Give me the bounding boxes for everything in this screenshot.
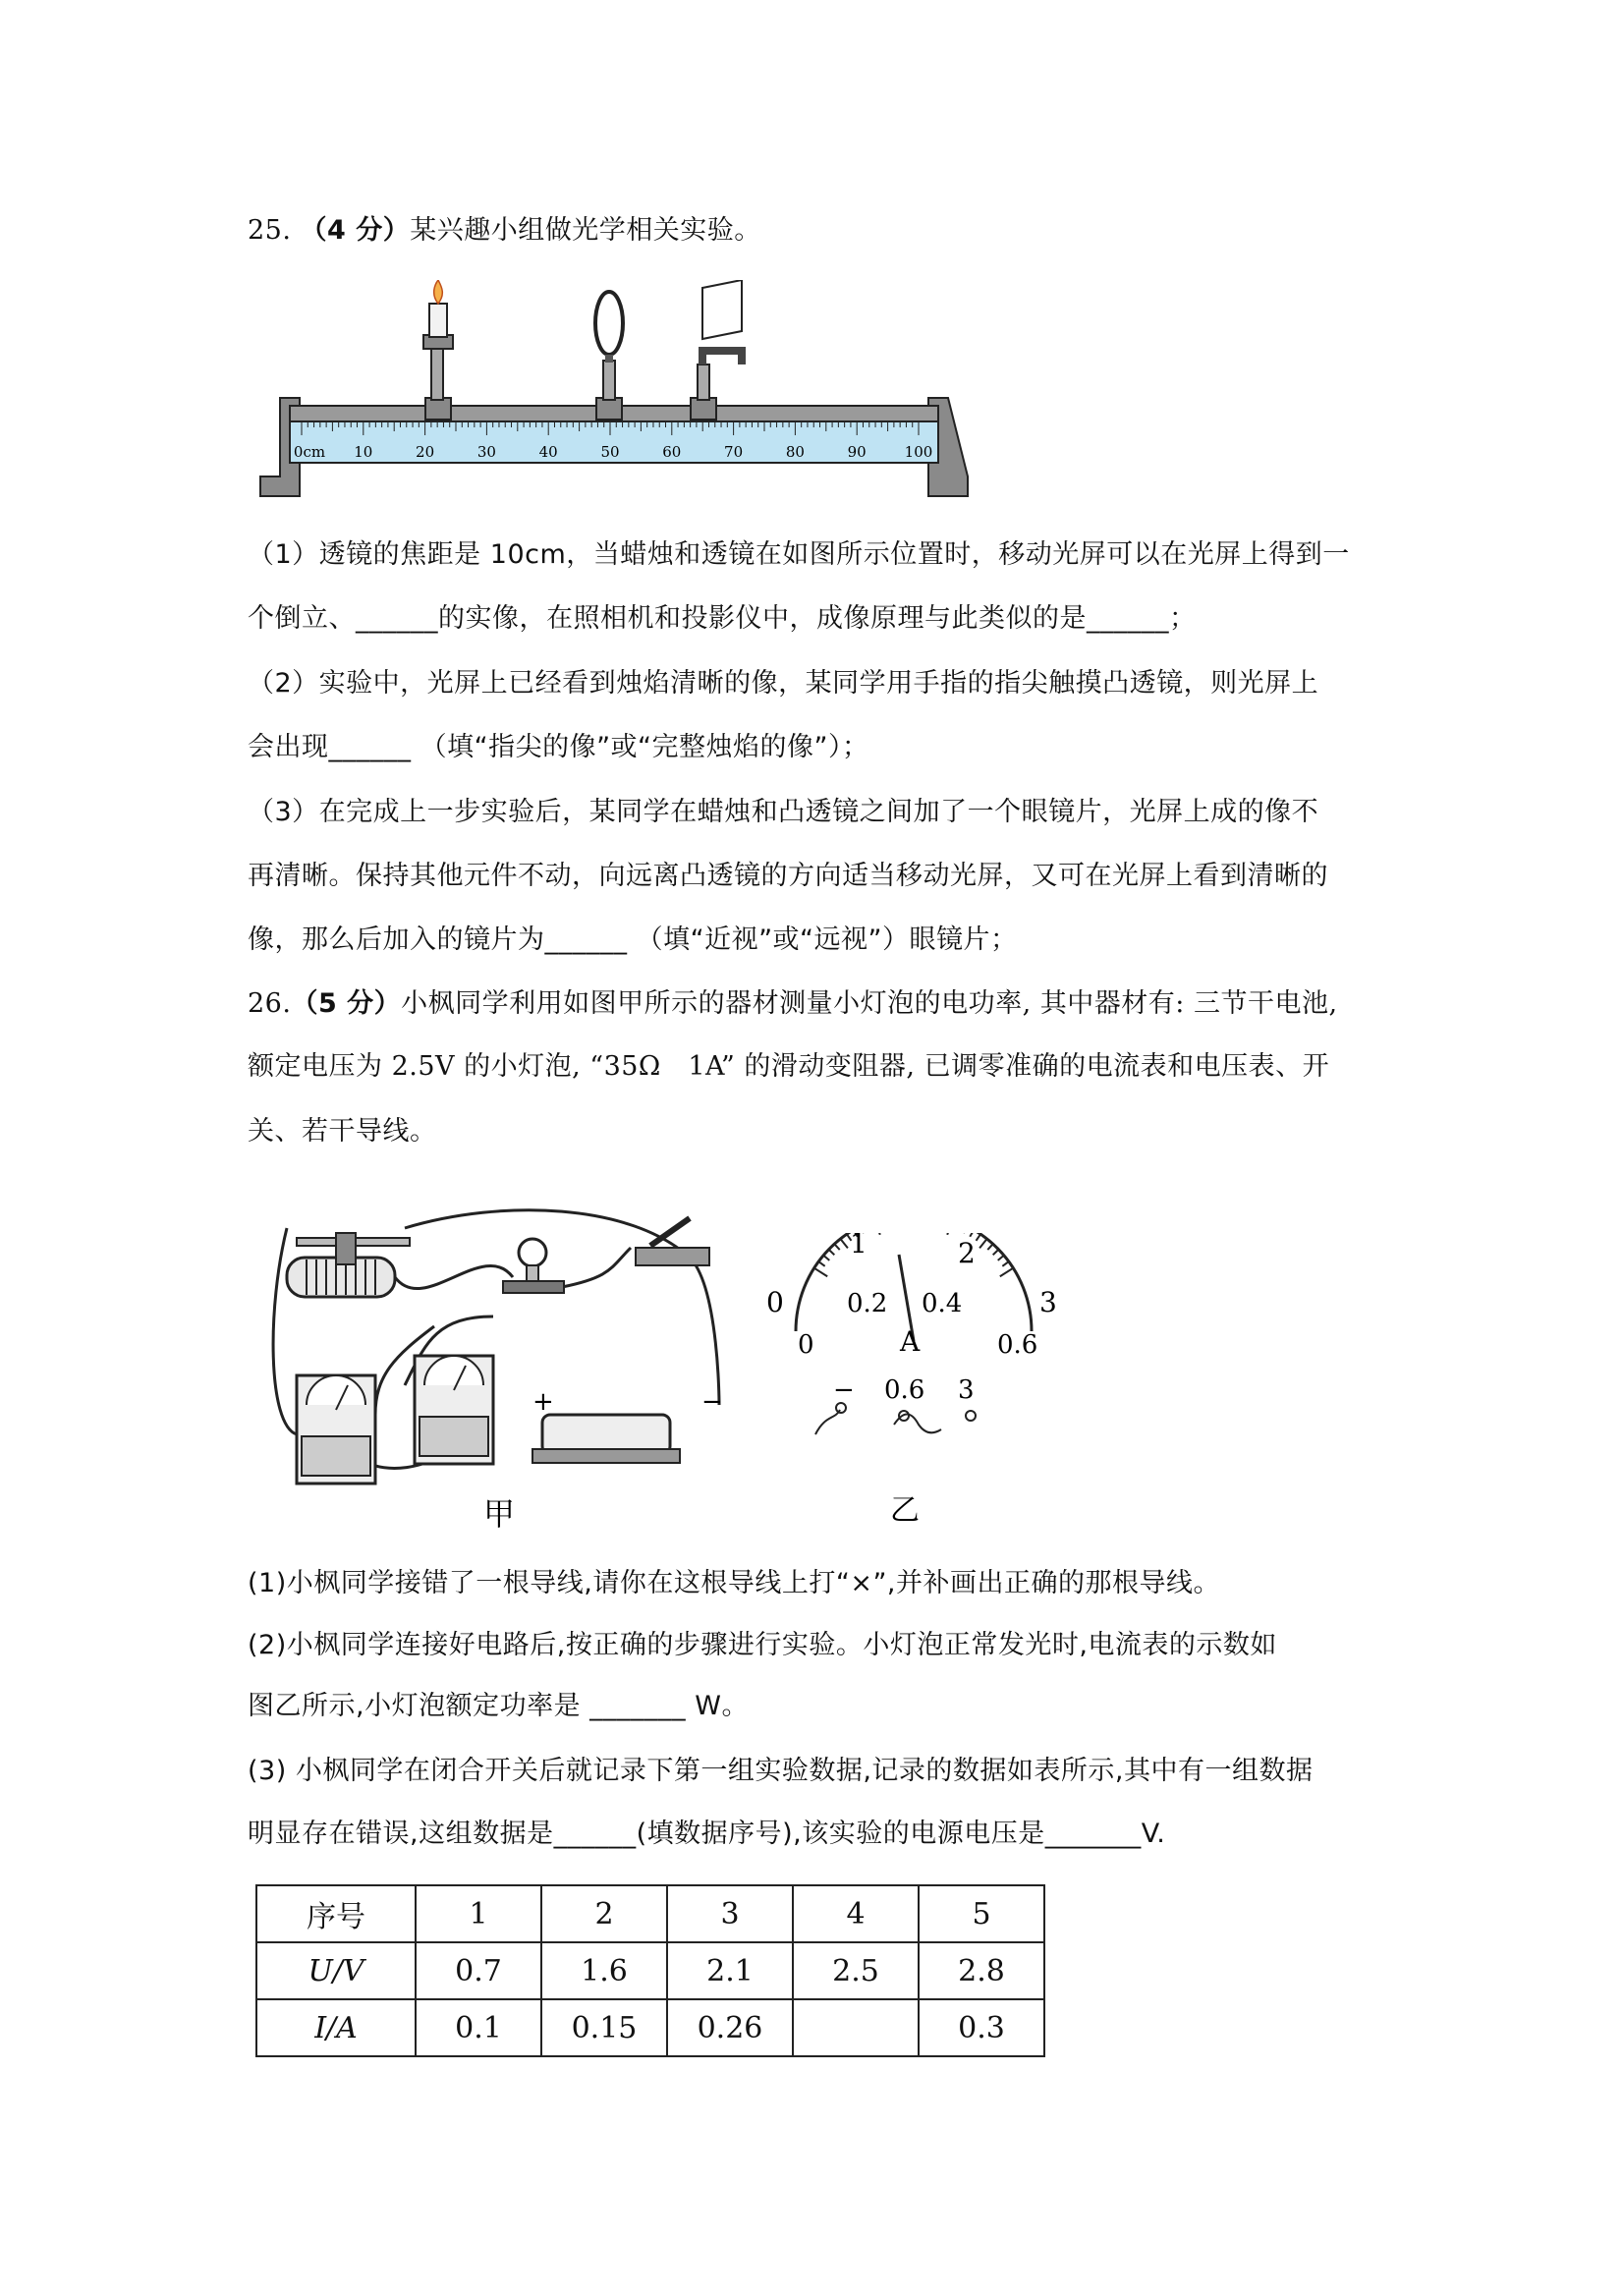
table-header-cell: 序号 [256, 1885, 416, 1942]
q26-intro-line2: 额定电压为 2.5V 的小灯泡, “35Ω 1A” 的滑动变阻器, 已调零准确的电流表和电压表、开 [248, 1051, 1330, 1082]
dial-tick [875, 1233, 880, 1235]
figure-label-jia: 甲 [483, 1495, 516, 1533]
q25-number: 25. [248, 215, 292, 246]
bottom-scale-0: 0 [798, 1330, 814, 1360]
ruler-label: 40 [538, 443, 558, 461]
q26-score: （5 分） [291, 988, 402, 1019]
table-cell: 0.26 [667, 1999, 793, 2056]
ruler-label: 10 [354, 443, 373, 461]
light-screen [702, 280, 742, 339]
dial-tick [993, 1250, 999, 1256]
q26-s3-line1: (3) 小枫同学在闭合开关后就记录下第一组实验数据,记录的数据如表所示,其中有一组数据 [248, 1756, 1314, 1786]
table-row [256, 1999, 1044, 2056]
q26-s1: (1)小枫同学接错了一根导线,请你在这根导线上打“×”,并补画出正确的那根导线。 [248, 1568, 1221, 1598]
q26-intro-text: 小枫同学利用如图甲所示的器材测量小灯泡的电功率, 其中器材有: 三节干电池, [401, 988, 1338, 1019]
ruler-label: 70 [724, 443, 744, 461]
dial-tick [834, 1244, 839, 1250]
table-cell: 1.6 [541, 1942, 667, 1999]
ammeter-dial-figure-yi [756, 1233, 1071, 1528]
q25-p2-line1: （2）实验中，光屏上已经看到烛焰清晰的像，某同学用手指的指尖触摸凸透镜，则光屏上 [248, 668, 1319, 699]
q26-s2-line2: 图乙所示,小灯泡额定功率是 _______ W。 [248, 1691, 749, 1721]
dial-tick [998, 1256, 1004, 1260]
optical-bench-figure [251, 280, 982, 511]
top-scale-2: 2 [958, 1237, 976, 1269]
table-cell: 2.8 [919, 1942, 1044, 1999]
q25-score: （4 分） [300, 215, 411, 246]
q25-p1-line2: 个倒立、______的实像，在照相机和投影仪中，成像原理与此类似的是______； [248, 603, 1197, 634]
q26-intro-line1 [248, 987, 1338, 1021]
q25-title [248, 214, 761, 248]
table-cell: 0.7 [416, 1942, 541, 1999]
q25-p2-line2: 会出现______ （填“指尖的像”或“完整烛焰的像”）； [248, 732, 869, 762]
circuit-figure-jia [257, 1208, 749, 1533]
dial-tick [1000, 1268, 1014, 1277]
candle [429, 304, 447, 337]
q25-p3-line1: （3）在完成上一步实验后，某同学在蜡烛和凸透镜之间加了一个眼镜片，光屏上成的像不 [248, 797, 1319, 827]
table-cell: 0.15 [541, 1999, 667, 2056]
ruler-label: 50 [600, 443, 620, 461]
table-header-cell: 2 [541, 1885, 667, 1942]
candle-post [431, 347, 443, 400]
ruler-label: 90 [847, 443, 867, 461]
convex-lens [595, 292, 623, 355]
bottom-scale-3: 0.6 [997, 1330, 1038, 1360]
battery-plus-label: + [532, 1387, 554, 1417]
data-table [255, 1884, 1045, 2057]
dial-tick [840, 1239, 847, 1248]
dial-tick [979, 1239, 986, 1248]
figure-label-yi: 乙 [890, 1493, 920, 1528]
table-header-row [256, 1885, 1044, 1942]
dial-tick [829, 1250, 835, 1256]
q26-number: 26. [248, 988, 292, 1019]
top-scale-1: 1 [850, 1233, 867, 1260]
table-row [256, 1942, 1044, 1999]
ruler-label: 100 [904, 443, 933, 461]
dial-unit: A [900, 1325, 921, 1358]
bottom-scale-1: 0.2 [847, 1289, 888, 1318]
table-header-cell: 5 [919, 1885, 1044, 1942]
dial-tick [818, 1261, 824, 1266]
q25-title-text: 某兴趣小组做光学相关实验。 [410, 215, 761, 246]
candle-flame-icon [434, 280, 443, 304]
dial-tick [823, 1256, 829, 1260]
q26-s3-line2: 明显存在错误,这组数据是______(填数据序号),该实验的电源电压是_______V. [248, 1819, 1166, 1849]
q25-p3-line3: 像，那么后加入的镜片为______ （填“近视”或“远视”）眼镜片； [248, 924, 1018, 955]
bottom-scale-2: 0.4 [922, 1289, 963, 1318]
ruler-label: 80 [785, 443, 805, 461]
q25-p3-line2: 再清晰。保持其他元件不动，向远离凸透镜的方向适当移动光屏，又可在光屏上看到清晰的 [248, 861, 1328, 891]
table-cell: I/A [256, 1999, 416, 2056]
table-header-cell: 3 [667, 1885, 793, 1942]
table-header-cell: 1 [416, 1885, 541, 1942]
ruler-label: 60 [662, 443, 682, 461]
dial-arc [796, 1233, 1032, 1331]
dial-tick [977, 1234, 981, 1241]
q25-p1-line1: （1）透镜的焦距是 10cm，当蜡烛和透镜在如图所示位置时，移动光屏可以在光屏上得到一 [248, 539, 1350, 570]
dial-tick [987, 1244, 992, 1250]
top-scale-0: 0 [766, 1286, 784, 1318]
terminal-minus: − [833, 1375, 855, 1405]
switch [636, 1248, 709, 1265]
dial-ticks [814, 1233, 1014, 1276]
table-cell: U/V [256, 1942, 416, 1999]
ruler-label: 20 [416, 443, 435, 461]
ruler-label: 30 [476, 443, 496, 461]
dial-tick [1002, 1261, 1008, 1266]
table-header-cell: 4 [793, 1885, 919, 1942]
table-cell: 2.5 [793, 1942, 919, 1999]
terminal-06: 0.6 [884, 1375, 925, 1405]
q26-s2-line1: (2)小枫同学连接好电路后,按正确的步骤进行实验。小灯泡正常发光时,电流表的示数如 [248, 1630, 1277, 1660]
q26-intro-line3: 关、若干导线。 [248, 1116, 437, 1147]
terminal-3: 3 [958, 1375, 975, 1405]
battery-minus-label: − [701, 1387, 723, 1417]
table-cell [793, 1999, 919, 2056]
bulb-icon [519, 1239, 546, 1266]
dial-tick [947, 1233, 952, 1235]
ruler-label: 0cm [293, 443, 326, 461]
table-cell: 2.1 [667, 1942, 793, 1999]
dial-tick [814, 1268, 828, 1277]
table-cell: 0.3 [919, 1999, 1044, 2056]
table-cell: 0.1 [416, 1999, 541, 2056]
top-scale-3: 3 [1039, 1286, 1057, 1318]
